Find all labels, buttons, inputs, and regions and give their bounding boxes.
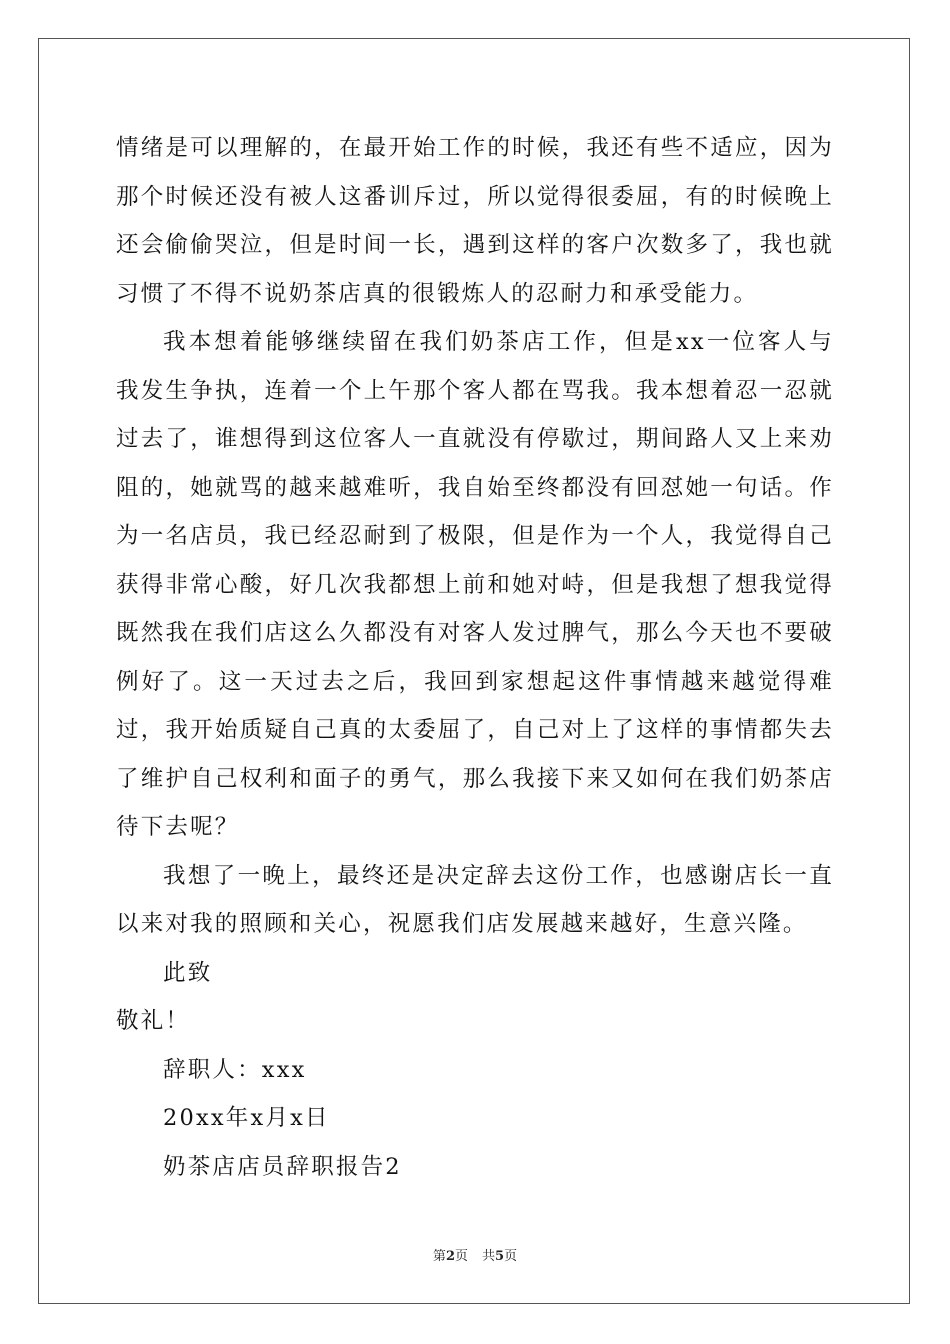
paragraph-1: 情绪是可以理解的，在最开始工作的时候，我还有些不适应，因为那个时候还没有被人这番训斥过，所以觉得很委屈，有的时候晚上还会偷偷哭泣，但是时间一长，遇到这样的客户次数多了，我也就习惯了不得不说奶茶店真的很锻炼人的忍耐力和承受能力。	[116, 135, 834, 307]
page-footer	[0, 1248, 950, 1266]
paragraph-2: 我本想着能够继续留在我们奶茶店工作，但是xx一位客人与我发生争执，连着一个上午那个客人都在骂我。我本想着忍一忍就过去了，谁想得到这位客人一直就没有停歇过，期间路人又上来劝阻的，她就骂的越来越难听，我自始至终都没有回怼她一句话。作为一名店员，我已经忍耐到了极限，但是作为一个人，我觉得自己获得非常心酸，好几次我都想上前和她对峙，但是我想了想我觉得既然我在我们店这么久都没有对客人发过脾气，那么今天也不要破例好了。这一天过去之后，我回到家想起这件事情越来越觉得难过，我开始质疑自己真的太委屈了，自己对上了这样的事情都失去了维护自己权利和面子的勇气，那么我接下来又如何在我们奶茶店待下去呢？	[116, 329, 834, 840]
document-body	[116, 124, 834, 1191]
page-suffix: 页	[454, 1249, 468, 1264]
closing-line: 此致	[163, 959, 213, 986]
current-page-number: 2	[445, 1249, 455, 1264]
signature-line: 辞职人：xxx	[163, 1056, 307, 1083]
date-line: 20xx年x月x日	[163, 1105, 330, 1131]
salute-line: 敬礼！	[116, 1008, 191, 1034]
page-prefix: 第	[432, 1249, 446, 1264]
total-prefix: 共	[482, 1249, 496, 1264]
total-page-number: 5	[495, 1249, 505, 1264]
total-suffix: 页	[504, 1249, 518, 1264]
paragraph-3: 我想了一晚上，最终还是决定辞去这份工作，也感谢店长一直以来对我的照顾和关心，祝愿我们店发展越来越好，生意兴隆。	[116, 862, 834, 937]
next-section-title: 奶茶店店员辞职报告2	[163, 1153, 402, 1180]
